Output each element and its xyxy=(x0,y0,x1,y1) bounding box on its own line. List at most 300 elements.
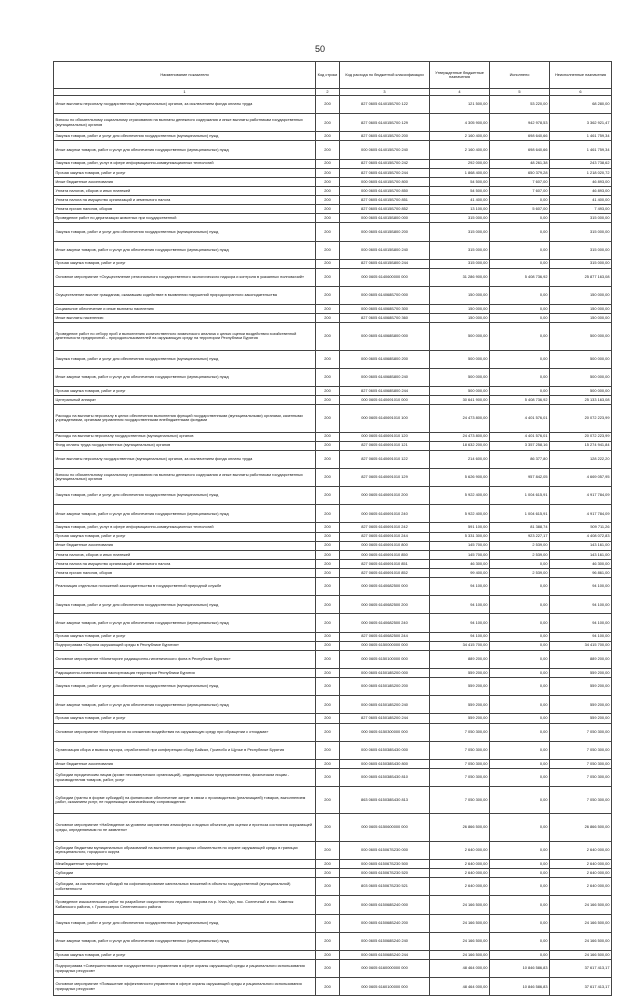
row-unexecuted-cell: 94 100,00 xyxy=(550,632,612,641)
row-executed-cell: 48 261,38 xyxy=(490,159,550,168)
row-executed-cell: 0,00 xyxy=(490,950,550,959)
row-name-cell: Субсидии юридическим лицам (кроме некоммерческих организаций), индивидуальным предпринимателям, физическим лицам - производителям товаров, работ, услуг xyxy=(54,768,316,786)
row-executed-cell: 0,00 xyxy=(490,641,550,650)
row-code-cell: 200 xyxy=(316,387,340,396)
table-row xyxy=(54,814,612,841)
row-executed-cell: 5 408 736,92 xyxy=(490,396,550,405)
row-code-cell: 200 xyxy=(316,241,340,259)
row-approved-cell: 26 866 500,00 xyxy=(430,814,490,841)
row-approved-cell: 315 000,00 xyxy=(430,241,490,259)
row-classification-cell: 000 0605 614015Б800 200 xyxy=(340,223,430,241)
row-approved-cell: 2 640 000,00 xyxy=(430,859,490,868)
row-unexecuted-cell: 1 461 759,34 xyxy=(550,132,612,141)
row-unexecuted-cell: 559 200,00 xyxy=(550,696,612,714)
row-unexecuted-cell: 34 415 700,00 xyxy=(550,641,612,650)
row-name-cell: Социальное обеспечение и иные выплаты населению xyxy=(54,305,316,314)
table-body xyxy=(54,96,612,996)
table-row xyxy=(54,723,612,741)
row-approved-cell: 24 166 500,00 xyxy=(430,932,490,950)
row-name-cell: Иные закупки товаров, работ и услуг для обеспечения государственных (муниципальных) нужд xyxy=(54,141,316,159)
row-classification-cell: 000 0605 615038Б430 800 xyxy=(340,759,430,768)
row-executed-cell: 81 388,74 xyxy=(490,523,550,532)
row-classification-cell: 000 0605 615068Б240 000 xyxy=(340,896,430,914)
column-number: 3 xyxy=(340,89,430,96)
table-row xyxy=(54,714,612,723)
row-unexecuted-cell: 4 408 072,83 xyxy=(550,532,612,541)
row-unexecuted-cell: 315 000,00 xyxy=(550,259,612,268)
row-name-cell: Иные выплаты персоналу государственных (муниципальных) органов, за исключением фонда оплаты труда xyxy=(54,450,316,468)
row-name-cell: Организация сбора и вывоза мусора, отработанной при конференции сбору Байкал, Гусинобо и Щучье в Республике Бурятия xyxy=(54,741,316,759)
table-row xyxy=(54,214,612,223)
row-name-cell: Иные закупки товаров, работ и услуг для обеспечения государственных (муниципальных) нужд xyxy=(54,368,316,386)
row-unexecuted-cell: 15 274 941,84 xyxy=(550,441,612,450)
row-approved-cell: 99 400,00 xyxy=(430,568,490,577)
row-unexecuted-cell: 559 200,00 xyxy=(550,678,612,696)
row-code-cell: 200 xyxy=(316,141,340,159)
row-classification-cell: 000 0605 6140682500 240 xyxy=(340,614,430,632)
row-executed-cell: 0,00 xyxy=(490,196,550,205)
row-executed-cell: 86 377,80 xyxy=(490,450,550,468)
row-classification-cell: 827 0605 614068Б800 244 xyxy=(340,387,430,396)
row-approved-cell: 24 473 800,00 xyxy=(430,405,490,432)
row-approved-cell: 145 700,00 xyxy=(430,550,490,559)
row-approved-cell: 500 000,00 xyxy=(430,323,490,350)
row-classification-cell: 000 0605 6140691010 000 xyxy=(340,396,430,405)
row-executed-cell: 0,00 xyxy=(490,323,550,350)
row-classification-cell: 000 0605 615067Б230 000 xyxy=(340,841,430,859)
row-name-cell: Прочая закупка товаров, работ и услуг xyxy=(54,259,316,268)
row-code-cell: 200 xyxy=(316,432,340,441)
row-classification-cell: 000 0605 614015Б700 800 xyxy=(340,177,430,186)
table-row xyxy=(54,878,612,896)
row-classification-cell: 000 0605 6140691010 120 xyxy=(340,432,430,441)
row-approved-cell: 5 922 400,00 xyxy=(430,505,490,523)
row-name-cell: Уплата налогов, сборов и иных платежей xyxy=(54,550,316,559)
row-classification-cell: 827 0605 614068Б700 360 xyxy=(340,314,430,323)
row-approved-cell: 500 000,00 xyxy=(430,368,490,386)
row-code-cell: 200 xyxy=(316,114,340,132)
row-code-cell: 200 xyxy=(316,950,340,959)
row-classification-cell: 000 0605 6150600000 000 xyxy=(340,814,430,841)
row-name-cell: Уплата налога на имущество организаций и земельного налога xyxy=(54,196,316,205)
row-classification-cell: 000 0605 614015Б800 000 xyxy=(340,214,430,223)
row-classification-cell: 827 0605 6140682500 244 xyxy=(340,632,430,641)
table-row xyxy=(54,314,612,323)
row-name-cell: Иные выплаты населению xyxy=(54,314,316,323)
row-code-cell: 200 xyxy=(316,523,340,532)
row-executed-cell: 923 227,17 xyxy=(490,532,550,541)
row-code-cell: 200 xyxy=(316,859,340,868)
row-name-cell: Иные бюджетные ассигнования xyxy=(54,177,316,186)
header-cell-executed: Исполнено xyxy=(490,62,550,89)
row-unexecuted-cell: 7 050 300,00 xyxy=(550,759,612,768)
row-name-cell: Проведение работ по дератизации животных при государственной xyxy=(54,214,316,223)
table-row xyxy=(54,650,612,668)
table-row xyxy=(54,678,612,696)
row-classification-cell: 827 0605 6140691010 244 xyxy=(340,532,430,541)
row-executed-cell: 2 539,00 xyxy=(490,568,550,577)
row-executed-cell: 942 978,53 xyxy=(490,114,550,132)
row-unexecuted-cell: 509 711,26 xyxy=(550,523,612,532)
table-row xyxy=(54,241,612,259)
row-approved-cell: 46 300,00 xyxy=(430,559,490,568)
row-classification-cell: 000 0605 6140691010 850 xyxy=(340,550,430,559)
row-name-cell: Межбюджетные трансферты xyxy=(54,859,316,868)
row-executed-cell: 0,00 xyxy=(490,768,550,786)
row-code-cell: 200 xyxy=(316,132,340,141)
row-classification-cell: 803 0605 615067Б230 521 xyxy=(340,878,430,896)
table-header xyxy=(54,62,612,96)
row-executed-cell: 0,00 xyxy=(490,650,550,668)
row-classification-cell: 000 0605 6140600000 000 xyxy=(340,268,430,286)
table-row xyxy=(54,632,612,641)
table-row xyxy=(54,641,612,650)
row-classification-cell: 000 0605 615068Б240 240 xyxy=(340,932,430,950)
table-row xyxy=(54,141,612,159)
row-code-cell: 200 xyxy=(316,596,340,614)
table-row xyxy=(54,668,612,677)
row-name-cell: Прочая закупка товаров, работ и услуг xyxy=(54,950,316,959)
row-classification-cell: 000 0605 614015Б800 240 xyxy=(340,241,430,259)
row-approved-cell: 591 100,00 xyxy=(430,523,490,532)
row-code-cell: 200 xyxy=(316,568,340,577)
row-classification-cell: 000 0605 6160000000 000 xyxy=(340,959,430,977)
table-row xyxy=(54,487,612,505)
row-executed-cell: 0,00 xyxy=(490,350,550,368)
row-unexecuted-cell: 315 000,00 xyxy=(550,214,612,223)
row-classification-cell: 827 0605 614015Б700 129 xyxy=(340,114,430,132)
table-row xyxy=(54,441,612,450)
row-name-cell: Субсидии, за исключением субсидий на софинансирование капитальных вложений в объекты государственной (муниципальной) собственности xyxy=(54,878,316,896)
row-name-cell: Центральный аппарат xyxy=(54,396,316,405)
row-unexecuted-cell: 1 218 020,72 xyxy=(550,168,612,177)
row-executed-cell: 0,00 xyxy=(490,223,550,241)
row-code-cell: 200 xyxy=(316,305,340,314)
row-classification-cell: 000 0605 615068Б240 244 xyxy=(340,950,430,959)
row-classification-cell: 000 0605 6140682500 000 xyxy=(340,578,430,596)
table-row xyxy=(54,568,612,577)
row-approved-cell: 34 415 700,00 xyxy=(430,641,490,650)
row-executed-cell: 10 846 586,83 xyxy=(490,978,550,996)
row-name-cell: Расходы на выплаты персоналу государственных (муниципальных) органов xyxy=(54,432,316,441)
table-row xyxy=(54,696,612,714)
row-approved-cell: 559 200,00 xyxy=(430,678,490,696)
row-code-cell: 200 xyxy=(316,932,340,950)
row-name-cell: Закупка товаров, работ и услуг для обеспечения государственных (муниципальных) нужд xyxy=(54,678,316,696)
table-row xyxy=(54,196,612,205)
row-unexecuted-cell: 889 200,00 xyxy=(550,650,612,668)
row-classification-cell: 863 0605 615038Б430 813 xyxy=(340,787,430,814)
row-classification-cell: 000 0605 6150000000 000 xyxy=(340,641,430,650)
row-approved-cell: 5 626 900,00 xyxy=(430,468,490,486)
row-code-cell: 200 xyxy=(316,668,340,677)
row-name-cell: Проведение изыскательских работ по разработке искусственного ледового покрова на р. Улан-Удэ, пос. Солнечный и пос. Каменск Кабанского района, г. Гусиноозерск Селенгинского района xyxy=(54,896,316,914)
row-name-cell: Закупка товаров, работ, услуг в сфере информационно-коммуникационных технологий xyxy=(54,159,316,168)
row-classification-cell: 000 0605 614068Б800 000 xyxy=(340,323,430,350)
row-code-cell: 200 xyxy=(316,559,340,568)
row-code-cell: 200 xyxy=(316,532,340,541)
table-row xyxy=(54,159,612,168)
row-unexecuted-cell: 46 893,00 xyxy=(550,177,612,186)
row-executed-cell: 0,00 xyxy=(490,787,550,814)
row-executed-cell: 0,00 xyxy=(490,932,550,950)
header-cell-code: Код строки xyxy=(316,62,340,89)
row-code-cell: 200 xyxy=(316,214,340,223)
row-executed-cell: 3 357 258,16 xyxy=(490,441,550,450)
table-row xyxy=(54,787,612,814)
row-approved-cell: 2 640 000,00 xyxy=(430,869,490,878)
row-classification-cell: 000 0605 614068Б800 200 xyxy=(340,350,430,368)
row-code-cell: 200 xyxy=(316,696,340,714)
row-code-cell: 200 xyxy=(316,878,340,896)
row-code-cell: 200 xyxy=(316,550,340,559)
row-unexecuted-cell: 143 161,00 xyxy=(550,550,612,559)
row-approved-cell: 41 400,00 xyxy=(430,196,490,205)
row-approved-cell: 4 305 900,00 xyxy=(430,114,490,132)
header-cell-unexecuted: Неисполненные назначения xyxy=(550,62,612,89)
row-classification-cell: 000 0605 615018Б200 240 xyxy=(340,696,430,714)
row-code-cell: 200 xyxy=(316,323,340,350)
row-classification-cell: 000 0605 615038Б430 810 xyxy=(340,768,430,786)
table-row xyxy=(54,978,612,996)
row-executed-cell: 1 004 615,91 xyxy=(490,487,550,505)
row-approved-cell: 1 868 400,00 xyxy=(430,168,490,177)
row-name-cell: Основное мероприятие «Осуществление регионального государственного экологического надзора и контроля в указанных полномочий» xyxy=(54,268,316,286)
row-unexecuted-cell: 37 617 413,17 xyxy=(550,959,612,977)
row-code-cell: 200 xyxy=(316,405,340,432)
row-classification-cell: 000 0605 614068Б700 000 xyxy=(340,286,430,304)
table-row xyxy=(54,350,612,368)
row-unexecuted-cell: 2 640 000,00 xyxy=(550,878,612,896)
row-code-cell: 200 xyxy=(316,959,340,977)
column-number-row xyxy=(54,89,612,96)
row-unexecuted-cell: 24 166 500,00 xyxy=(550,896,612,914)
row-unexecuted-cell: 7 050 300,00 xyxy=(550,768,612,786)
row-unexecuted-cell: 68 280,00 xyxy=(550,96,612,114)
table-row xyxy=(54,959,612,977)
row-name-cell: Иные закупки товаров, работ и услуг для обеспечения государственных (муниципальных) нужд xyxy=(54,241,316,259)
row-classification-cell: 000 0605 615038Б430 000 xyxy=(340,741,430,759)
row-approved-cell: 24 166 500,00 xyxy=(430,896,490,914)
row-approved-cell: 94 100,00 xyxy=(430,614,490,632)
row-executed-cell: 0,00 xyxy=(490,596,550,614)
row-name-cell: Подпрограмма «Совершенствование государственного управления в сфере охраны окружающей среды и рационального использования природных ресурсов» xyxy=(54,959,316,977)
row-unexecuted-cell: 500 000,00 xyxy=(550,368,612,386)
row-name-cell: Уплата налогов, сборов и иных платежей xyxy=(54,186,316,195)
row-code-cell: 200 xyxy=(316,678,340,696)
row-executed-cell: 4 401 576,01 xyxy=(490,405,550,432)
table-row xyxy=(54,841,612,859)
table-row xyxy=(54,114,612,132)
row-name-cell: Иные закупки товаров, работ и услуг для обеспечения государственных (муниципальных) нужд xyxy=(54,614,316,632)
row-approved-cell: 30 641 900,00 xyxy=(430,396,490,405)
row-approved-cell: 2 640 000,00 xyxy=(430,878,490,896)
row-unexecuted-cell: 315 000,00 xyxy=(550,241,612,259)
row-code-cell: 200 xyxy=(316,869,340,878)
row-approved-cell: 7 050 300,00 xyxy=(430,741,490,759)
table-row xyxy=(54,186,612,195)
column-number: 4 xyxy=(430,89,490,96)
row-name-cell: Проведение работ по отбору проб и выполнению количественного химического анализа с целью оценки воздействия хозяйственной деятельности предприятий – природопользователей на окружающую среду на территории Республики Бурятия xyxy=(54,323,316,350)
row-code-cell: 200 xyxy=(316,168,340,177)
row-approved-cell: 500 000,00 xyxy=(430,350,490,368)
column-number: 5 xyxy=(490,89,550,96)
row-classification-cell: 827 0605 614015Б800 244 xyxy=(340,259,430,268)
row-classification-cell: 000 0605 6150100000 000 xyxy=(340,650,430,668)
row-classification-cell: 000 0605 614015Б700 240 xyxy=(340,141,430,159)
row-code-cell: 200 xyxy=(316,714,340,723)
row-executed-cell: 0,00 xyxy=(490,914,550,932)
row-code-cell: 200 xyxy=(316,641,340,650)
row-executed-cell: 2 539,00 xyxy=(490,550,550,559)
row-code-cell: 200 xyxy=(316,177,340,186)
row-classification-cell: 000 0605 6150300000 000 xyxy=(340,723,430,741)
row-name-cell: Закупка товаров, работ и услуг для обеспечения государственных (муниципальных) нужд xyxy=(54,487,316,505)
table-row xyxy=(54,268,612,286)
row-unexecuted-cell: 2 640 000,00 xyxy=(550,869,612,878)
row-code-cell: 200 xyxy=(316,286,340,304)
row-classification-cell: 827 0605 6140691010 242 xyxy=(340,523,430,532)
row-code-cell: 200 xyxy=(316,741,340,759)
row-executed-cell: 0,00 xyxy=(490,259,550,268)
row-approved-cell: 94 100,00 xyxy=(430,596,490,614)
row-name-cell: Прочая закупка товаров, работ и услуг xyxy=(54,387,316,396)
table-row xyxy=(54,223,612,241)
row-approved-cell: 121 500,00 xyxy=(430,96,490,114)
row-code-cell: 200 xyxy=(316,268,340,286)
table-row xyxy=(54,859,612,868)
row-approved-cell: 13 100,00 xyxy=(430,205,490,214)
row-name-cell: Субсидии xyxy=(54,869,316,878)
row-executed-cell: 53 220,00 xyxy=(490,96,550,114)
row-name-cell: Реализация отдельных положений законодательства в государственной природной службе xyxy=(54,578,316,596)
row-unexecuted-cell: 96 861,00 xyxy=(550,568,612,577)
row-unexecuted-cell: 94 100,00 xyxy=(550,596,612,614)
row-name-cell: Иные закупки товаров, работ и услуг для обеспечения государственных (муниципальных) нужд xyxy=(54,505,316,523)
row-classification-cell: 827 0605 6140691010 121 xyxy=(340,441,430,450)
row-approved-cell: 315 000,00 xyxy=(430,214,490,223)
table-row xyxy=(54,523,612,532)
row-code-cell: 200 xyxy=(316,841,340,859)
table-row xyxy=(54,205,612,214)
column-number: 2 xyxy=(316,89,340,96)
row-approved-cell: 7 050 300,00 xyxy=(430,723,490,741)
row-unexecuted-cell: 7 050 300,00 xyxy=(550,723,612,741)
row-classification-cell: 000 0605 614068Б700 300 xyxy=(340,305,430,314)
row-executed-cell: 10 846 586,83 xyxy=(490,959,550,977)
row-code-cell: 200 xyxy=(316,632,340,641)
row-unexecuted-cell: 150 000,00 xyxy=(550,314,612,323)
table-row xyxy=(54,432,612,441)
row-name-cell: Прочая закупка товаров, работ и услуг xyxy=(54,532,316,541)
row-unexecuted-cell: 7 050 300,00 xyxy=(550,741,612,759)
row-approved-cell: 94 100,00 xyxy=(430,578,490,596)
row-unexecuted-cell: 25 877 163,08 xyxy=(550,268,612,286)
row-unexecuted-cell: 128 222,20 xyxy=(550,450,612,468)
table-row xyxy=(54,168,612,177)
row-unexecuted-cell: 20 072 223,99 xyxy=(550,432,612,441)
row-classification-cell: 000 0605 614068Б800 240 xyxy=(340,368,430,386)
row-name-cell: Иные закупки товаров, работ и услуг для обеспечения государственных (муниципальных) нужд xyxy=(54,932,316,950)
row-code-cell: 200 xyxy=(316,259,340,268)
row-unexecuted-cell: 41 400,00 xyxy=(550,196,612,205)
table-row xyxy=(54,596,612,614)
row-approved-cell: 500 000,00 xyxy=(430,387,490,396)
row-classification-cell: 827 0605 615018Б200 244 xyxy=(340,714,430,723)
table-row xyxy=(54,932,612,950)
row-name-cell: Закупка товаров, работ и услуг для обеспечения государственных (муниципальных) нужд xyxy=(54,223,316,241)
row-approved-cell: 559 200,00 xyxy=(430,696,490,714)
row-name-cell: Расходы на выплаты персоналу в целях обеспечения выполнения функций государственными (муниципальными) органами, казенными учреждениями, органами управления государственными внебюджетными фондами xyxy=(54,405,316,432)
row-unexecuted-cell: 2 640 000,00 xyxy=(550,859,612,868)
row-name-cell: Основное мероприятие «Мониторинг радиационно-гигиенического фона в Республике Бурятия» xyxy=(54,650,316,668)
row-name-cell: Закупка товаров, работ и услуг для обеспечения государственных (муниципальных) нужд xyxy=(54,914,316,932)
row-unexecuted-cell: 24 166 500,00 xyxy=(550,950,612,959)
row-approved-cell: 54 500,00 xyxy=(430,186,490,195)
row-code-cell: 200 xyxy=(316,468,340,486)
row-classification-cell: 000 0605 615067Б230 520 xyxy=(340,869,430,878)
row-name-cell: Закупка товаров, работ и услуг для обеспечения государственных (муниципальных) нужд xyxy=(54,132,316,141)
row-classification-cell: 000 0605 6140691010 100 xyxy=(340,405,430,432)
row-approved-cell: 145 700,00 xyxy=(430,541,490,550)
row-executed-cell: 5 408 736,92 xyxy=(490,268,550,286)
row-name-cell: Иные бюджетные ассигнования xyxy=(54,759,316,768)
row-unexecuted-cell: 559 200,00 xyxy=(550,714,612,723)
row-classification-cell: 000 0605 6140691010 800 xyxy=(340,541,430,550)
row-code-cell: 200 xyxy=(316,368,340,386)
row-code-cell: 200 xyxy=(316,578,340,596)
row-executed-cell: 0,00 xyxy=(490,723,550,741)
row-executed-cell: 1 004 615,91 xyxy=(490,505,550,523)
row-name-cell: Прочая закупка товаров, работ и услуг xyxy=(54,168,316,177)
row-classification-cell: 000 0605 6160100000 000 xyxy=(340,978,430,996)
row-unexecuted-cell: 46 893,00 xyxy=(550,186,612,195)
row-executed-cell: 0,00 xyxy=(490,878,550,896)
row-unexecuted-cell: 243 738,62 xyxy=(550,159,612,168)
row-approved-cell: 2 160 400,00 xyxy=(430,132,490,141)
header-cell-approved: Утвержденные бюджетные назначения xyxy=(430,62,490,89)
table-row xyxy=(54,950,612,959)
row-approved-cell: 24 166 500,00 xyxy=(430,950,490,959)
header-cell-name: Наименование показателя xyxy=(54,62,316,89)
row-unexecuted-cell: 37 617 413,17 xyxy=(550,978,612,996)
table-row xyxy=(54,759,612,768)
row-classification-cell: 000 0605 615018Б200 200 xyxy=(340,678,430,696)
row-name-cell: Уплата прочих налогов, сборов xyxy=(54,205,316,214)
row-unexecuted-cell: 7 493,00 xyxy=(550,205,612,214)
row-code-cell: 200 xyxy=(316,196,340,205)
row-executed-cell: 0,00 xyxy=(490,559,550,568)
row-classification-cell: 827 0605 6140691010 851 xyxy=(340,559,430,568)
row-name-cell: Уплата налога на имущество организаций и земельного налога xyxy=(54,559,316,568)
table-row xyxy=(54,869,612,878)
row-unexecuted-cell: 26 866 500,00 xyxy=(550,814,612,841)
row-name-cell: Прочая закупка товаров, работ и услуг xyxy=(54,632,316,641)
table-row xyxy=(54,286,612,304)
row-name-cell: Закупка товаров, работ, услуг в сфере информационно-коммуникационных технологий xyxy=(54,523,316,532)
row-code-cell: 200 xyxy=(316,350,340,368)
row-executed-cell: 0,00 xyxy=(490,668,550,677)
row-approved-cell: 24 166 500,00 xyxy=(430,914,490,932)
budget-execution-table xyxy=(53,61,612,996)
row-code-cell: 200 xyxy=(316,223,340,241)
table-row xyxy=(54,741,612,759)
row-unexecuted-cell: 500 000,00 xyxy=(550,323,612,350)
table-row xyxy=(54,532,612,541)
row-approved-cell: 150 000,00 xyxy=(430,286,490,304)
row-executed-cell: 0,00 xyxy=(490,759,550,768)
table-row xyxy=(54,132,612,141)
